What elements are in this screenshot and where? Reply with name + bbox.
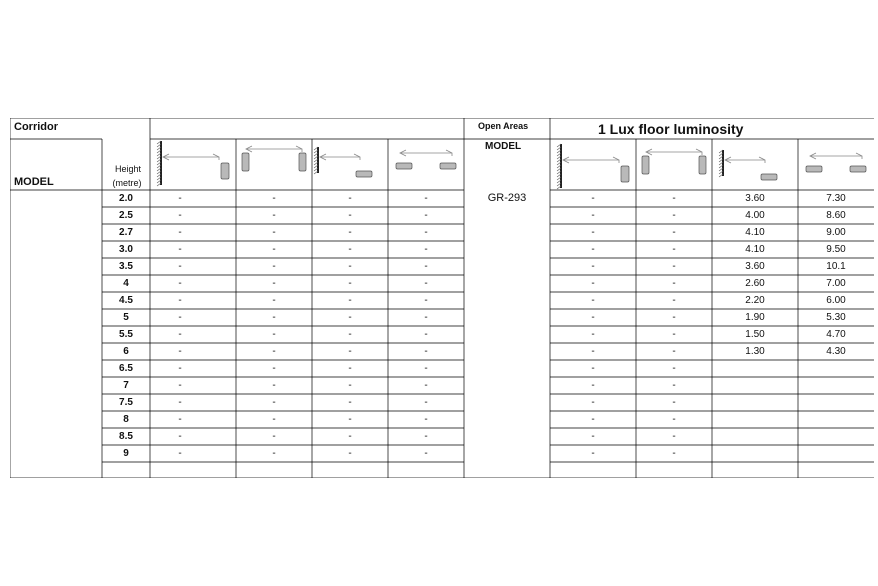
- table-cell: -: [348, 414, 352, 425]
- table-cell: -: [672, 244, 676, 255]
- table-cell: -: [591, 380, 595, 391]
- table-cell: -: [591, 363, 595, 374]
- open-areas-title: Open Areas: [478, 121, 529, 131]
- table-cell: -: [672, 261, 676, 272]
- height-value: 2.0: [119, 193, 133, 204]
- table-cell: -: [591, 312, 595, 323]
- height-value: 5: [123, 312, 129, 323]
- luminosity-tables: [10, 118, 874, 478]
- right-model-label: MODEL: [485, 141, 522, 152]
- table-cell: -: [178, 295, 182, 306]
- table-cell: -: [591, 414, 595, 425]
- table-cell: -: [348, 295, 352, 306]
- table-cell: -: [178, 414, 182, 425]
- table-cell: 4.30: [826, 346, 846, 357]
- table-cell: -: [178, 227, 182, 238]
- height-value: 9: [123, 448, 129, 459]
- table-cell: -: [178, 363, 182, 374]
- table-cell: -: [424, 295, 428, 306]
- height-value: 3.0: [119, 244, 133, 255]
- table-cell: -: [272, 448, 276, 459]
- table-cell: -: [272, 193, 276, 204]
- ceiling-to-ceiling-diagram-icon: [806, 153, 866, 172]
- table-cell: -: [424, 193, 428, 204]
- table-cell: 4.10: [745, 227, 765, 238]
- table-cell: -: [424, 431, 428, 442]
- table-cell: -: [272, 210, 276, 221]
- table-cell: -: [178, 431, 182, 442]
- table-cell: -: [178, 312, 182, 323]
- table-cell: -: [348, 210, 352, 221]
- table-cell: -: [591, 244, 595, 255]
- table-cell: -: [178, 397, 182, 408]
- table-cell: 9.50: [826, 244, 846, 255]
- table-cell: -: [348, 380, 352, 391]
- table-cell: 6.00: [826, 295, 846, 306]
- table-cell: -: [591, 448, 595, 459]
- height-value: 5.5: [119, 329, 133, 340]
- table-cell: -: [178, 244, 182, 255]
- table-cell: -: [272, 397, 276, 408]
- table-cell: -: [424, 329, 428, 340]
- table-cell: -: [672, 346, 676, 357]
- table-cell: -: [272, 244, 276, 255]
- table-cell: 8.60: [826, 210, 846, 221]
- height-value: 4.5: [119, 295, 133, 306]
- table-cell: -: [272, 295, 276, 306]
- table-cell: -: [424, 278, 428, 289]
- table-cell: 2.20: [745, 295, 765, 306]
- table-cell: 7.00: [826, 278, 846, 289]
- table-cell: 2.60: [745, 278, 765, 289]
- table-cell: -: [591, 346, 595, 357]
- table-cell: -: [272, 278, 276, 289]
- table-cell: -: [424, 244, 428, 255]
- luminaire-to-luminaire-diagram-icon: [642, 149, 706, 174]
- table-cell: -: [672, 312, 676, 323]
- left-model-label: MODEL: [14, 176, 54, 188]
- table-cell: -: [272, 329, 276, 340]
- table-cell: 3.60: [745, 193, 765, 204]
- table-cell: -: [178, 278, 182, 289]
- table-cell: -: [178, 380, 182, 391]
- table-cell: -: [672, 193, 676, 204]
- table-cell: -: [591, 431, 595, 442]
- table-cell: -: [672, 397, 676, 408]
- table-cell: 1.90: [745, 312, 765, 323]
- table-cell: -: [424, 261, 428, 272]
- table-cell: 4.00: [745, 210, 765, 221]
- table-cell: 1.30: [745, 346, 765, 357]
- table-cell: -: [424, 380, 428, 391]
- height-value: 6.5: [119, 363, 133, 374]
- table-cell: -: [178, 448, 182, 459]
- table-cell: -: [348, 363, 352, 374]
- table-cell: 3.60: [745, 261, 765, 272]
- table-cell: -: [178, 261, 182, 272]
- table-cell: -: [272, 312, 276, 323]
- table-cell: 9.00: [826, 227, 846, 238]
- height-value: 4: [123, 278, 129, 289]
- table-cell: -: [591, 397, 595, 408]
- table-cell: -: [348, 431, 352, 442]
- table-cell: -: [424, 363, 428, 374]
- table-cell: -: [591, 210, 595, 221]
- table-cell: -: [672, 329, 676, 340]
- table-cell: -: [591, 261, 595, 272]
- table-cell: -: [672, 227, 676, 238]
- table-cell: -: [672, 414, 676, 425]
- table-cell: -: [272, 261, 276, 272]
- lux-heading: 1 Lux floor luminosity: [598, 121, 744, 137]
- wall-to-ceiling-luminaire-diagram-icon: [314, 147, 372, 177]
- table-cell: -: [672, 278, 676, 289]
- table-cell: -: [272, 380, 276, 391]
- table-cell: 4.10: [745, 244, 765, 255]
- table-cell: -: [348, 397, 352, 408]
- table-cell: -: [672, 210, 676, 221]
- table-cell: -: [672, 380, 676, 391]
- ceiling-to-ceiling-diagram-icon: [396, 150, 456, 169]
- table-cell: -: [348, 448, 352, 459]
- height-value: 7.5: [119, 397, 133, 408]
- luminaire-to-luminaire-diagram-icon: [242, 146, 306, 171]
- table-cell: -: [348, 193, 352, 204]
- height-value: 3.5: [119, 261, 133, 272]
- table-cell: 1.50: [745, 329, 765, 340]
- table-cell: 5.30: [826, 312, 846, 323]
- model-value: GR-293: [487, 192, 527, 204]
- wall-to-ceiling-luminaire-diagram-icon: [719, 150, 777, 180]
- table-cell: -: [672, 295, 676, 306]
- table-cell: -: [424, 210, 428, 221]
- table-cell: -: [272, 363, 276, 374]
- height-value: 8.5: [119, 431, 133, 442]
- table-cell: -: [348, 312, 352, 323]
- table-cell: -: [348, 346, 352, 357]
- table-cell: -: [424, 414, 428, 425]
- table-cell: -: [424, 227, 428, 238]
- height-value: 6: [123, 346, 129, 357]
- height-unit-label: (metre): [112, 178, 142, 188]
- table-cell: -: [672, 448, 676, 459]
- table-cell: -: [272, 346, 276, 357]
- table-cell: -: [178, 346, 182, 357]
- table-cell: 10.1: [826, 261, 846, 272]
- table-cell: -: [591, 329, 595, 340]
- height-value: 7: [123, 380, 129, 391]
- table-cell: -: [348, 244, 352, 255]
- table-cell: -: [424, 346, 428, 357]
- height-value: 2.5: [119, 210, 133, 221]
- wall-to-luminaire-diagram-icon: [557, 144, 629, 189]
- table-cell: 7.30: [826, 193, 846, 204]
- height-value: 8: [123, 414, 129, 425]
- table-cell: -: [348, 261, 352, 272]
- table-cell: -: [424, 397, 428, 408]
- table-cell: -: [424, 312, 428, 323]
- table-cell: -: [272, 414, 276, 425]
- wall-to-luminaire-diagram-icon: [157, 141, 229, 186]
- table-cell: -: [348, 278, 352, 289]
- table-cell: -: [672, 363, 676, 374]
- table-cell: -: [272, 431, 276, 442]
- table-cell: -: [178, 329, 182, 340]
- table-cell: -: [272, 227, 276, 238]
- table-cell: -: [348, 227, 352, 238]
- height-value: 2.7: [119, 227, 133, 238]
- table-cell: -: [591, 278, 595, 289]
- height-label: Height: [114, 164, 142, 174]
- table-cell: -: [591, 193, 595, 204]
- table-cell: -: [348, 329, 352, 340]
- table-cell: -: [178, 193, 182, 204]
- table-cell: -: [178, 210, 182, 221]
- table-cell: -: [591, 295, 595, 306]
- table-cell: -: [424, 448, 428, 459]
- table-cell: 4.70: [826, 329, 846, 340]
- corridor-title: Corridor: [14, 121, 58, 133]
- table-cell: -: [591, 227, 595, 238]
- table-cell: -: [672, 431, 676, 442]
